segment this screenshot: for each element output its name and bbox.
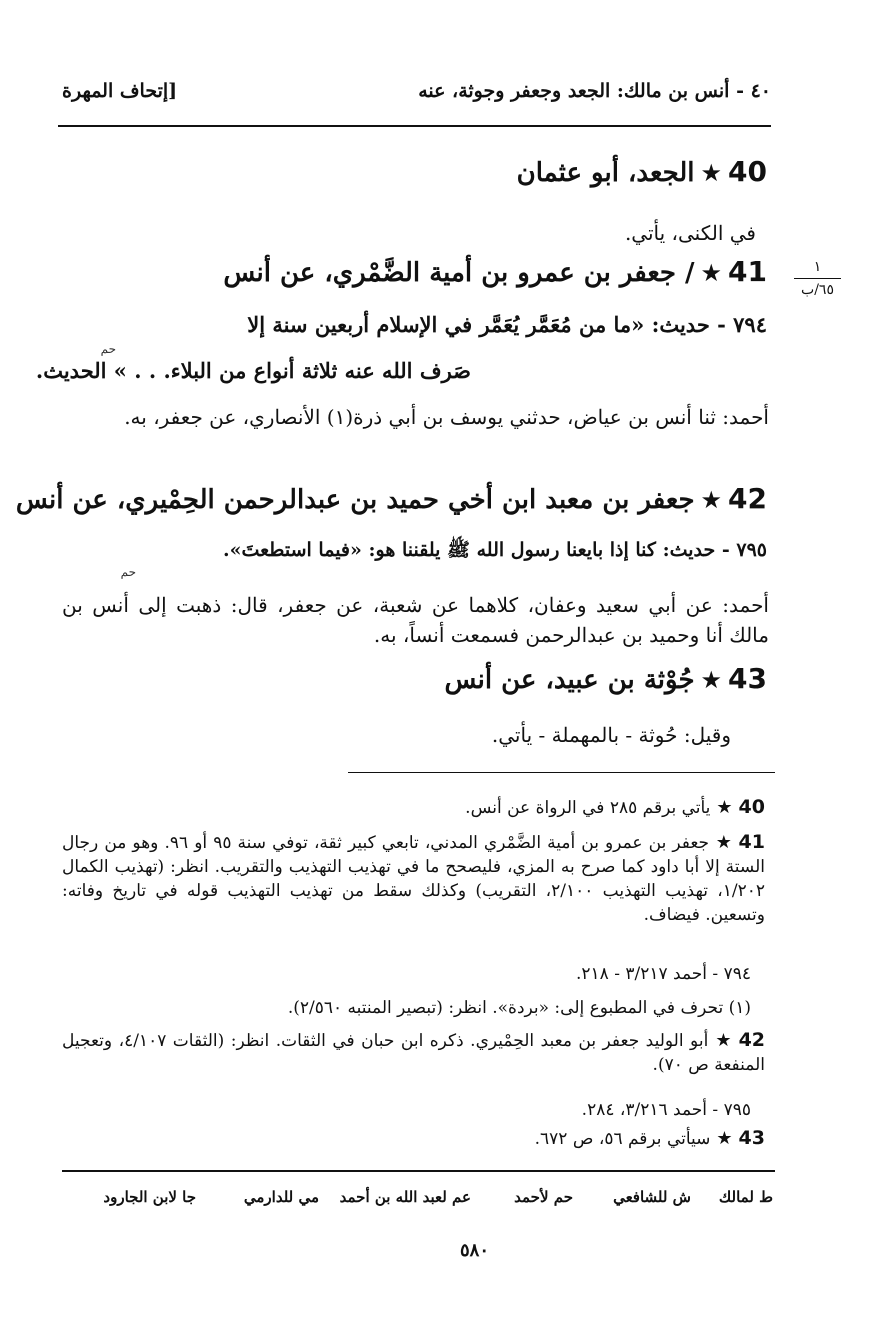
footnote-number: 42: [738, 1029, 766, 1051]
entry-number: 40: [728, 155, 767, 188]
star-icon: ★: [700, 486, 723, 514]
entry-number: 41: [728, 255, 767, 288]
footnote: [465, 795, 765, 820]
entry-note: وقيل: حُوثة - بالمهملة - يأتي.: [491, 723, 731, 747]
header-rule: [58, 125, 771, 127]
abbreviation: عم لعبد الله بن أحمد: [339, 1188, 471, 1206]
margin-ref-line: [794, 278, 841, 279]
footnote-number: 41: [738, 831, 765, 853]
hadith-text: ٧٩٤ - حديث: «ما من مُعَمَّر يُعَمَّر في الإسلام أربعين سنة إلا: [247, 312, 767, 337]
star-icon: ★: [700, 159, 723, 187]
footnote-text: جعفر بن عمرو بن أمية الضَّمْري المدني، تابعي كبير ثقة، توفي سنة ٩٥ أو ٩٦. وهو من رجال الستة إلا أبا داود كما صرح به المزي، فليصحح ما في تهذيب التهذيب والتقريب. انظر: (تهذيب الكمال ١/٢٠٢، تهذيب التهذيب ٢/١٠٠، التقريب) وكذلك سقط من تهذيب التهذيب قوله في تاريخ وفاته: وتسعين. فيضاف.: [62, 833, 765, 925]
entry-heading: [517, 155, 767, 188]
entry-heading: [444, 662, 767, 695]
source-mark: حم: [100, 342, 116, 356]
hadith-source: أحمد: ثنا أنس بن عياض، حدثني يوسف بن أبي ذرة(١) الأنصاري، عن جعفر، به.: [124, 405, 769, 429]
entry-number: 42: [728, 482, 767, 515]
entry-title: الجعد، أبو عثمان: [516, 158, 695, 188]
source-mark: حم: [120, 565, 136, 579]
hadith-source: أحمد: عن أبي سعيد وعفان، كلاهما عن شعبة، عن جعفر، قال: ذهبت إلى أنس بن مالك أنا وحميد بن عبدالرحمن فسمعت أنساً، به.: [62, 593, 769, 647]
footnote-number: 43: [738, 1127, 765, 1149]
entry-title: جُوْثة بن عبيد، عن أنس: [444, 665, 695, 695]
footnote-rule: [348, 772, 775, 773]
footnote-text: أبو الوليد جعفر بن معبد الحِمْيري. ذكره ابن حبان في الثقات. انظر: (الثقات ٤/١٠٧، وتعجيل المنفعة ص ٧٠).: [62, 1031, 765, 1075]
footnote: [535, 1126, 765, 1151]
running-header-title: ٤٠ - أنس بن مالك: الجعد وجعفر وجوثة، عنه: [418, 80, 771, 102]
star-icon: ★: [715, 832, 733, 853]
entry-note: في الكنى، يأتي.: [624, 221, 756, 245]
entry-title: / جعفر بن عمرو بن أمية الضَّمْري، عن أنس: [223, 258, 695, 288]
abbreviation: ش للشافعي: [613, 1188, 691, 1206]
footnote-text: يأتي برقم ٢٨٥ في الرواة عن أنس.: [465, 798, 711, 818]
entry-number: 43: [728, 662, 767, 695]
margin-reference: [790, 258, 845, 299]
abbreviation: ط لمالك: [718, 1188, 773, 1206]
hadith-text-cont: صَرف الله عنه ثلاثة أنواع من البلاء. . . » الحديث.: [35, 358, 471, 383]
footnote: [62, 830, 765, 927]
star-icon: ★: [716, 1128, 733, 1149]
page-number: ٥٨٠: [459, 1240, 489, 1261]
entry-title: جعفر بن معبد ابن أخي حميد بن عبدالرحمن الحِمْيري، عن أنس: [15, 485, 695, 515]
entry-heading: [16, 482, 767, 515]
star-icon: ★: [700, 666, 723, 694]
hadith-text: ٧٩٥ - حديث: كنا إذا بايعنا رسول الله ﷺ يلقننا هو: «فيما استطعتَ».: [222, 539, 767, 561]
footnote: ٧٩٥ - أحمد ٣/٢١٦، ٢٨٤.: [581, 1100, 751, 1120]
star-icon: ★: [700, 259, 723, 287]
abbreviation: جا لابن الجارود: [103, 1188, 196, 1206]
abbreviations-rule: [62, 1170, 775, 1172]
star-icon: ★: [714, 1030, 733, 1051]
margin-ref-top: ١: [813, 259, 822, 275]
footnote: [62, 1028, 765, 1077]
footnote-text: سيأتي برقم ٥٦، ص ٦٧٢.: [534, 1129, 711, 1149]
entry-heading: [223, 255, 767, 288]
abbreviation: مي للدارمي: [243, 1188, 319, 1206]
footnote: ٧٩٤ - أحمد ٣/٢١٧ - ٢١٨.: [576, 964, 751, 984]
footnote: (١) تحرف في المطبوع إلى: «بردة». انظر: (تبصير المنتبه ٢/٥٦٠).: [287, 998, 751, 1018]
running-header-book: [إتحاف المهرة: [62, 80, 178, 102]
abbreviation: حم لأحمد: [514, 1188, 573, 1206]
star-icon: ★: [716, 797, 733, 818]
footnote-number: 40: [738, 796, 765, 818]
margin-ref-bottom: ٦٥/ب: [801, 282, 834, 298]
